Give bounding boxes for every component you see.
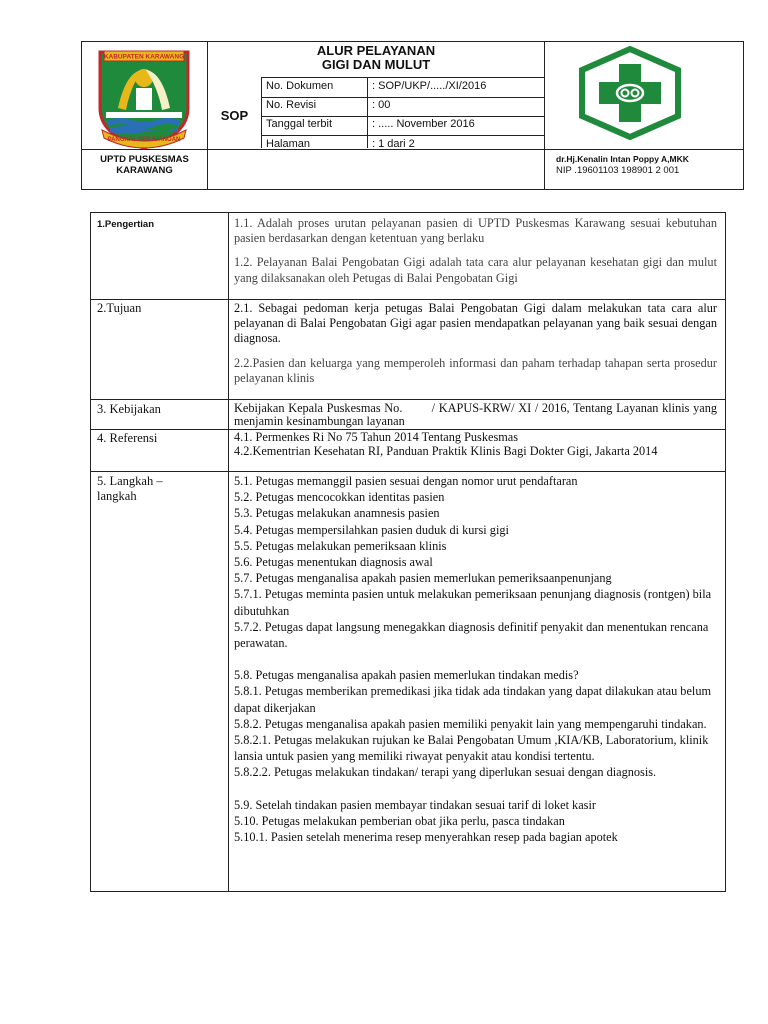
step-spacer [234, 651, 714, 667]
emblem-bottom-text: PANGKAL PERJUANGAN [107, 137, 181, 143]
step-item: 5.8.2.1. Petugas melakukan rujukan ke Balai Pengobatan Umum ,KIA/KB, Laboratorium, klinik lansia untuk pasien yang memiliki riwayat penyakit atau kondisi tertentu. [234, 733, 709, 764]
step-item: 5.7. Petugas menganalisa apakah pasien memerlukan pemeriksaanpenunjang [234, 571, 612, 586]
header-divider [367, 77, 368, 148]
paragraph: Kebijakan Kepala Puskesmas No. / KAPUS-KRW/ XI / 2016, Tentang Layanan klinis yang menjamin kesinambungan layanan [234, 401, 721, 428]
step-item: 5.9. Setelah tindakan pasien membayar tindakan sesuai tarif di loket kasir [234, 797, 596, 812]
paragraph: 2.1. Sebagai pedoman kerja petugas Balai Pengobatan Gigi dalam melakukan tata cara alur pelayanan di Balai Pengobatan Gigi agar pasien mendapatkan pelayanan yang baik sesuai dengan diagnosa. [234, 301, 717, 346]
row-label-langkah: 5. Langkah – langkah [97, 474, 163, 503]
step-item: 5.7.1. Petugas meminta pasien untuk melakukan pemeriksaan penunjang diagnosis (rontgen) bila dibutuhkan [234, 587, 712, 618]
procedure-table [90, 212, 726, 892]
paragraph: 1.2. Pelayanan Balai Pengobatan Gigi adalah tata cara alur pelayanan kesehatan gigi dan mulut yang dilaksanakan oleh Petugas di Balai Pengobatan Gigi [234, 255, 717, 285]
step-item: 5.2. Petugas mencocokkan identitas pasien [234, 490, 445, 505]
step-item: 5.7.2. Petugas dapat langsung menegakkan diagnosis definitif penyakit dan menentukan rencana perawatan. [234, 619, 709, 651]
step-item: 5.1. Petugas memanggil pasien sesuai dengan nomor urut pendaftaran [234, 474, 578, 488]
row-label-pengertian: 1.Pengertian [97, 219, 155, 230]
org-name [82, 154, 207, 176]
emblem-top-text: KABUPATEN KARAWANG [103, 53, 185, 61]
puskesmas-logo-icon [579, 46, 681, 140]
row-label-tujuan: 2.Tujuan [97, 301, 142, 315]
header-divider [261, 77, 544, 78]
title-line-2: GIGI DAN MULUT [321, 57, 431, 72]
org-name-text: UPTD PUSKESMAS KARAWANG [100, 154, 189, 176]
paragraph: 2.2.Pasien dan keluarga yang memperoleh informasi dan paham terhadap tahapan serta prosedur pelayanan klinis [234, 355, 717, 385]
step-spacer [234, 781, 714, 797]
row-content-tujuan [234, 301, 717, 386]
paragraph: 4.2.Kementrian Kesehatan RI, Panduan Praktik Klinis Bagi Dokter Gigi, Jakarta 2014 [234, 443, 658, 458]
step-item: 5.10. Petugas melakukan pemberian obat jika perlu, pasca tindakan [234, 813, 565, 828]
row-label-kebijakan: 3. Kebijakan [97, 402, 161, 416]
header-divider [261, 77, 262, 148]
signer-nip: NIP .19601103 198901 2 001 [556, 165, 680, 176]
step-item: 5.4. Petugas mempersilahkan pasien duduk di kursi gigi [234, 522, 509, 537]
row-content-pengertian [234, 216, 717, 286]
signer-name: dr.Hj.Kenalin Intan Poppy A,MKK [556, 154, 689, 164]
step-item: 5.3. Petugas melakukan anamnesis pasien [234, 506, 440, 521]
paragraph: 4.1. Permenkes Ri No 75 Tahun 2014 Tentang Puskesmas [234, 430, 519, 444]
step-item: 5.6. Petugas menentukan diagnosis awal [234, 555, 433, 570]
step-item: 5.10.1. Pasien setelah menerima resep menyerahkan resep pada bagian apotek [234, 830, 618, 845]
document-title [208, 44, 544, 72]
table-divider [91, 299, 725, 300]
meta-label: Tanggal terbit [266, 118, 333, 130]
step-item: 5.8.2.2. Petugas melakukan tindakan/ terapi yang diperlukan sesuai dengan diagnosis. [234, 765, 657, 780]
signer-block [556, 154, 744, 176]
karawang-regency-emblem-icon [96, 48, 192, 150]
meta-label: Halaman [266, 138, 311, 150]
row-content-kebijakan [234, 401, 721, 428]
document-header [81, 41, 744, 190]
meta-label: No. Dokumen [266, 80, 334, 92]
header-divider [261, 135, 544, 136]
step-item: 5.8.2. Petugas menganalisa apakah pasien memiliki penyakit lain yang mempengaruhi tindakan. [234, 716, 707, 731]
table-divider [228, 213, 229, 891]
row-content-langkah [234, 473, 714, 845]
header-divider [261, 97, 544, 98]
table-divider [91, 399, 725, 400]
meta-value: : SOP/UKP/...../XI/2016 [372, 80, 487, 92]
step-item: 5.8.1. Petugas memberikan premedikasi jika tidak ada tindakan yang dapat dilakukan atau belum dapat dikerjakan [234, 684, 712, 715]
table-divider [91, 471, 725, 472]
step-item: 5.8. Petugas menganalisa apakah pasien memerlukan tindakan medis? [234, 668, 579, 683]
meta-value: : ..... November 2016 [372, 118, 475, 130]
header-divider [544, 42, 545, 189]
meta-value: : 00 [372, 99, 391, 111]
header-divider [261, 116, 544, 117]
paragraph: 1.1. Adalah proses urutan pelayanan pasien di UPTD Puskesmas Karawang sesuai kebutuhan pasien berdasarkan dengan ketentuan yang berlaku [234, 216, 717, 246]
step-item: 5.5. Petugas melakukan pemeriksaan klinis [234, 538, 447, 553]
meta-value: : 1 dari 2 [372, 138, 415, 150]
meta-label: No. Revisi [266, 99, 317, 111]
row-label-referensi: 4. Referensi [97, 431, 158, 445]
sop-label: SOP [220, 108, 249, 123]
row-content-referensi [234, 431, 717, 458]
title-line-1: ALUR PELAYANAN [316, 43, 436, 58]
